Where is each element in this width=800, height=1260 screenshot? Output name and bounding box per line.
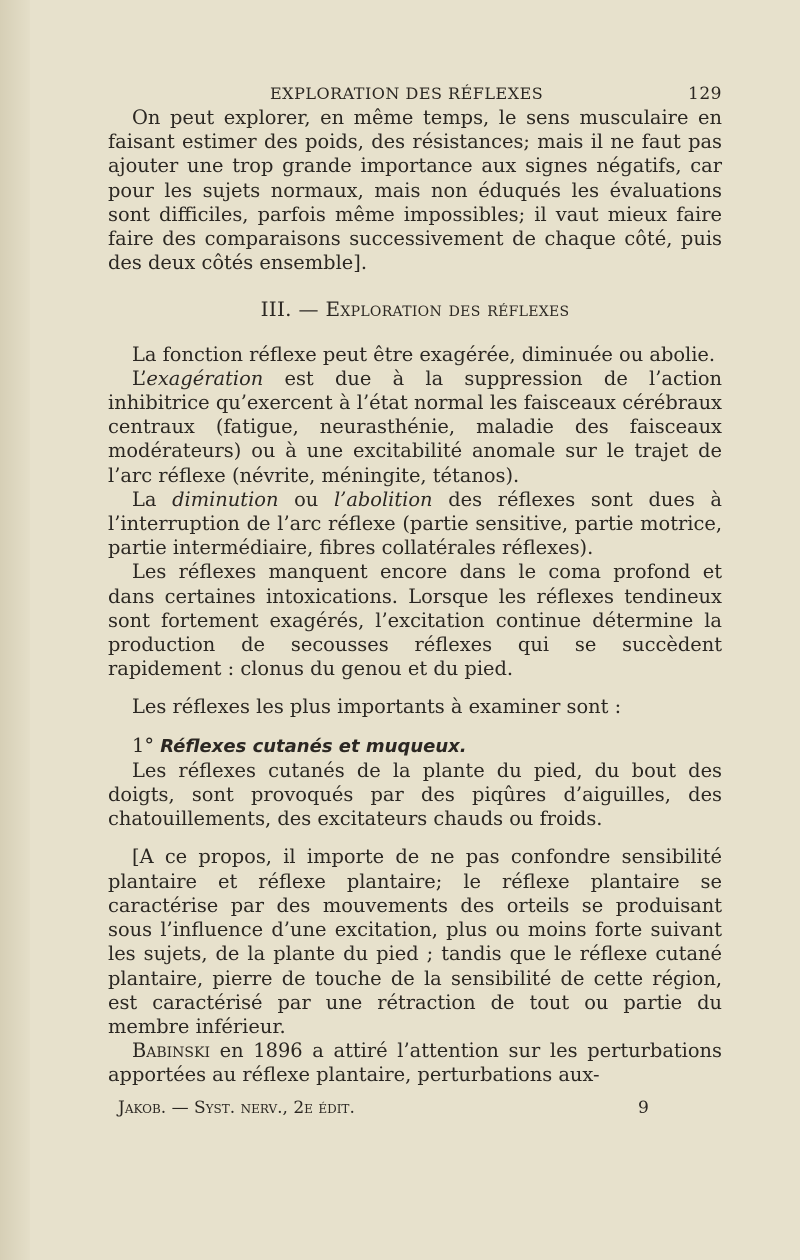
paragraph-babinski: Babinski en 1896 a attiré l’attention sur les perturbations apportées au réflexe plantaire, perturbations aux-: [108, 1039, 722, 1087]
sheet-number: 9: [638, 1097, 649, 1118]
running-title: EXPLORATION DES RÉFLEXES: [270, 84, 544, 103]
page-edge: [0, 0, 30, 1260]
paragraph-cutanes: Les réflexes cutanés de la plante du pied, du bout des doigts, sont provoqués par des piqûres d’aiguilles, des chatouillements, des excitateurs chauds ou froids.: [108, 758, 722, 831]
paragraph-exageration: L’exagération est due à la suppression de l’action inhibitrice qu’exercent à l’état normal les faisceaux cérébraux centraux (fatigue, neurasthénie, maladie des faisceaux modérateurs) ou à une excitabilité anomale sur le trajet de l’arc réflexe (névrite, méningite, tétanos).: [108, 366, 722, 487]
term-abolition: l’abolition: [333, 487, 433, 511]
paragraph-propos: [A ce propos, il importe de ne pas confondre sensibilité plantaire et réflexe plantaire; le réflexe plantaire se caractérise par des mouvements des orteils se produisant sous l’influence d’une excitation, plus ou moins forte suivant les sujets, de la plante du pied ; tandis que le réflexe cutané plantaire, pierre de touche de la sensibilité de cette région, est caractérisé par une rétraction de tout ou partie du membre inférieur.: [108, 845, 722, 1038]
signature-line: [108, 1096, 722, 1122]
paragraph-manquent: Les réflexes manquent encore dans le coma profond et dans certaines intoxications. Lorsque les réflexes tendineux sont fortement exagérés, l’excitation continue détermine la production de secousses réflexes qui se succèdent rapidement : clonus du genou et du pied.: [108, 560, 722, 681]
book-page: [108, 80, 722, 1122]
page-number: 129: [688, 84, 722, 104]
paragraph-diminution: La diminution ou l’abolition des réflexes sont dues à l’interruption de l’arc réflexe (partie sensitive, partie motrice, partie intermédiaire, fibres collatérales réflexes).: [108, 487, 722, 560]
author-babinski: Babinski: [132, 1039, 211, 1063]
paragraph-intro: On peut explorer, en même temps, le sens musculaire en faisant estimer des poids, des résistances; mais il ne faut pas ajouter une trop grande importance aux signes négatifs, car pour les sujets normaux, mais non éduqués les évaluations sont difficiles, parfois même impossibles; il vaut mieux faire faire des comparaisons successivement de chaque côté, puis des deux côtés ensemble].: [108, 106, 722, 275]
term-exageration: exagération: [146, 366, 264, 390]
signature-mark: Jakob. — Syst. nerv., 2e édit.: [118, 1097, 355, 1118]
subsection-number: 1°: [132, 733, 155, 757]
subsection-heading: [108, 734, 722, 759]
subsection-title: Réflexes cutanés et muqueux.: [160, 735, 467, 757]
paragraph-importants: Les réflexes les plus importants à examiner sont :: [132, 695, 622, 719]
section-heading-text: Exploration des réflexes: [325, 297, 570, 322]
body-text: [108, 106, 722, 1088]
running-head: [108, 80, 722, 106]
paragraph-fonction: La fonction réflexe peut être exagérée, diminuée ou abolie.: [132, 342, 716, 366]
section-heading: [108, 297, 722, 321]
term-diminution: diminution: [172, 487, 279, 511]
section-heading-roman: III. —: [260, 297, 319, 322]
